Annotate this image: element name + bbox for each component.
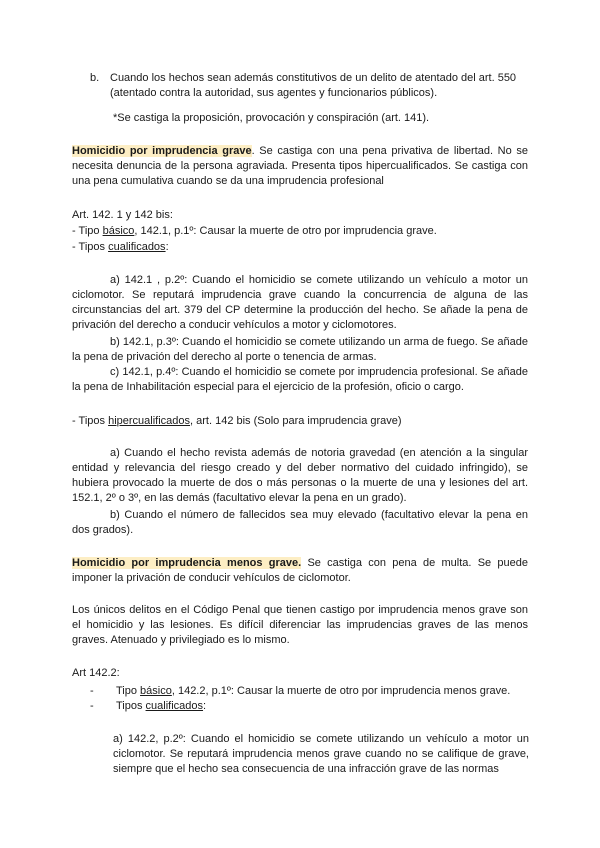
note-conspiracion: *Se castiga la proposición, provocación y conspiración (art. 141). xyxy=(113,112,430,124)
tipo-basico-label: básico xyxy=(102,225,135,237)
tipos-cualificados-menos-grave-label: cualificados xyxy=(145,700,204,712)
tipos-cualificados-line: - Tipos cualificados: xyxy=(72,241,169,253)
list-marker-b: b. xyxy=(90,72,100,84)
tipos-cualificados-label: cualificados xyxy=(108,241,166,253)
paragraph-imprudencia-menos-grave: Homicidio por imprudencia menos grave. Se castiga con pena de multa. Se puede imponer la privación de conducir vehículos de ciclomotor. xyxy=(72,557,528,584)
dash-bullet: - xyxy=(90,700,94,712)
article-reference-142-2: Art 142.2: xyxy=(72,667,120,679)
heading-imprudencia-grave: Homicidio por imprudencia grave xyxy=(72,145,252,157)
hipercualificado-item-a: a) Cuando el hecho revista además de notoria gravedad (en atención a la singular entidad y relevancia del riesgo creado y del deber normativo del cuidado infringido), se hubiera provocado la muerte de dos o más personas o la muerte de una y lesiones del art. 152.1, 2º o 3º, en las demás (facultativo elevar la pena en un grado). xyxy=(72,447,528,504)
paragraph-delitos-imprudencia: Los únicos delitos en el Código Penal que tienen castigo por imprudencia menos grave son el homicidio y las lesiones. Es difícil diferenciar las imprudencias graves de las menos graves. Atenuado y privilegiado es lo mismo. xyxy=(72,604,528,646)
imprudencia-grave-text: . Se castiga con una pena privativa de libertad. No se necesita denuncia de la persona agraviada. Presenta tipos hipercualificados. Se castiga con una pena cumulativa cuando se da una imprudencia profesional xyxy=(72,145,528,187)
paragraph-imprudencia-grave xyxy=(72,144,528,189)
tipos-hipercualificados-line: - Tipos hipercualificados, art. 142 bis (Solo para imprudencia grave) xyxy=(72,415,402,427)
hipercualificado-item-b: b) Cuando el número de fallecidos sea muy elevado (facultativo elevar la pena en dos grados). xyxy=(72,509,528,536)
tipos-hipercualificados-label: hipercualificados xyxy=(108,415,191,427)
dash-bullet: - xyxy=(90,685,94,697)
tipos-cualificados-menos-grave-line: - Tipos cualificados: xyxy=(90,700,207,712)
tipo-basico-line: - Tipo básico, 142.1, p.1º: Causar la muerte de otro por imprudencia grave. xyxy=(72,225,437,237)
cualificado-item-b: b) 142.1, p.3º: Cuando el homicidio se comete utilizando un arma de fuego. Se añade la pena de privación del derecho al porte o tenencia de armas. xyxy=(72,336,528,363)
menos-grave-cualificado-item-a: a) 142.2, p.2º: Cuando el homicidio se comete utilizando un vehículo a motor un ciclomotor. Se reputará imprudencia menos grave cuando no se califique de grave, siempre que el hecho sea consecuencia de una infracción grave de las normas xyxy=(113,733,529,775)
cualificado-item-c: c) 142.1, p.4º: Cuando el homicidio se comete por imprudencia profesional. Se añade la pena de Inhabilitación especial para el ejercicio de la profesión, oficio o cargo. xyxy=(72,366,528,393)
cualificado-item-a: a) 142.1 , p.2º: Cuando el homicidio se comete utilizando un vehículo a motor un ciclomotor. Se reputará imprudencia grave cuando la concurrencia de alguna de las circunstancias del art. 379 del CP determine la producción del hecho. Se añade la pena de privación del derecho a conducir vehículos a motor y ciclomotores. xyxy=(72,274,528,331)
tipo-basico-menos-grave-label: básico xyxy=(140,685,172,697)
list-item-b: Cuando los hechos sean además constitutivos de un delito de atentado del art. 550 (atentado contra la autoridad, sus agentes y funcionarios públicos). xyxy=(110,72,517,99)
tipo-basico-menos-grave-line: - Tipo básico, 142.2, p.1º: Causar la muerte de otro por imprudencia menos grave. xyxy=(90,685,511,697)
article-reference: Art. 142. 1 y 142 bis: xyxy=(72,209,173,221)
heading-imprudencia-menos-grave: Homicidio por imprudencia menos grave. xyxy=(72,557,302,569)
